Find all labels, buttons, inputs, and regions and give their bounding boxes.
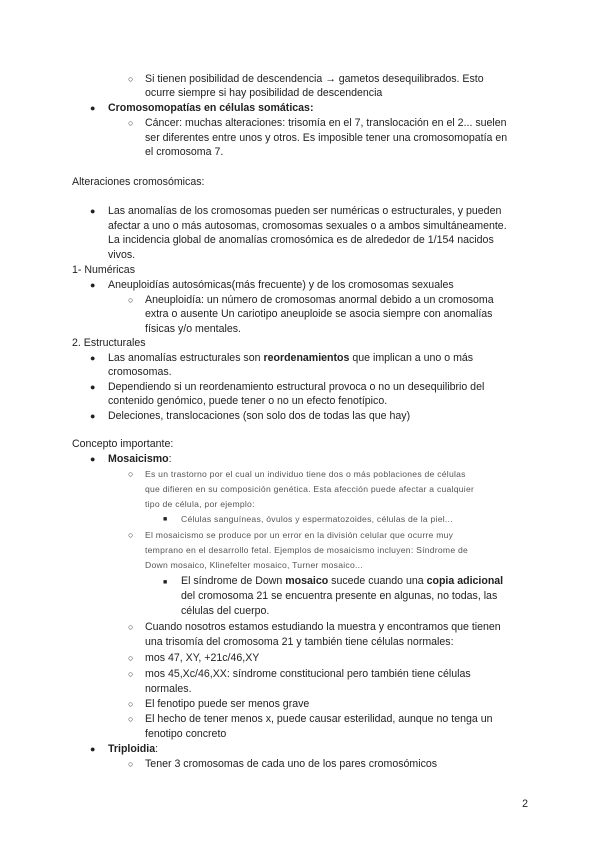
text-line: tipo de célula, por ejemplo: — [145, 499, 255, 509]
circle-bullet: ○ — [128, 699, 134, 709]
text-line: Down mosaico, Klinefelter mosaico, Turner mosaico... — [145, 560, 363, 570]
text-line: ser diferentes entre unos y otros. Es imposible tener una cromosomopatía en — [145, 132, 508, 144]
text-line: el cromosoma 7. — [145, 146, 224, 158]
disc-bullet: ● — [90, 411, 96, 421]
text-line: del cromosoma 21 se encuentra presente en algunas, no todas, las — [181, 590, 498, 602]
heading: 1- Numéricas — [72, 264, 135, 276]
section-title: Cromosomopatías en células somáticas: — [108, 102, 314, 114]
text-line: vivos. — [108, 249, 136, 261]
text-line: fenotipo concreto — [145, 728, 227, 740]
disc-bullet: ● — [90, 382, 96, 392]
square-bullet: ■ — [163, 516, 168, 523]
circle-bullet: ○ — [128, 759, 134, 769]
text-line: Las anomalías de los cromosomas pueden ser numéricas o estructurales, y pueden — [108, 205, 502, 217]
text-line: Cuando nosotros estamos estudiando la muestra y encontramos que tienen — [145, 621, 501, 633]
page-number: 2 — [522, 798, 528, 810]
text-line: Aneuploidía: un número de cromosomas anormal debido a un cromosoma — [145, 294, 494, 306]
text-line: Células sanguíneas, óvulos y espermatozoides, células de la piel... — [181, 514, 453, 524]
circle-bullet: ○ — [128, 653, 134, 663]
disc-bullet: ● — [90, 280, 96, 290]
term-title: Triploidia: — [108, 743, 159, 755]
text-line: mos 47, XY, +21c/46,XY — [145, 652, 260, 664]
text-line: células del cuerpo. — [181, 605, 270, 617]
text-line: ocurre siempre si hay posibilidad de descendencia — [145, 87, 383, 99]
text-line: físicas y/o mentales. — [145, 323, 241, 335]
text-line: Deleciones, translocaciones (son solo dos de todas las que hay) — [108, 410, 411, 422]
text-line: que difieren en su composición genética. Esta afección puede afectar a cualquier — [145, 484, 475, 494]
circle-bullet: ○ — [128, 530, 134, 540]
text-line: Las anomalías estructurales son reordenamientos que implican a uno o más — [108, 352, 474, 364]
text-line: temprano en el desarrollo fetal. Ejemplos de mosaicismo incluyen: Síndrome de — [145, 545, 469, 555]
disc-bullet: ● — [90, 206, 96, 216]
text-line: mos 45,Xc/46,XX: síndrome constitucional pero también tiene células — [145, 668, 471, 680]
text-line: Es un trastorno por el cual un individuo tiene dos o más poblaciones de células — [145, 469, 466, 479]
circle-bullet: ○ — [128, 669, 134, 679]
text-line: Tener 3 cromosomas de cada uno de los pares cromosómicos — [145, 758, 438, 770]
heading: 2. Estructurales — [72, 337, 146, 349]
text-line: El síndrome de Down mosaico sucede cuando una copia adicional — [181, 575, 504, 587]
text-line: El mosaicismo se produce por un error en la división celular que ocurre muy — [145, 530, 454, 540]
circle-bullet: ○ — [128, 74, 134, 84]
heading: Alteraciones cromosómicas: — [72, 176, 205, 188]
square-bullet: ■ — [163, 579, 168, 586]
text-line: normales. — [145, 683, 192, 695]
text-line: Si tienen posibilidad de descendencia → gametos desequilibrados. Esto — [145, 73, 484, 85]
disc-bullet: ● — [90, 454, 96, 464]
text-line: La incidencia global de anomalías cromosómica es de alrededor de 1/154 nacidos — [108, 234, 494, 246]
text-line: Cáncer: muchas alteraciones: trisomía en el 7, translocación en el 2... suelen — [145, 117, 507, 129]
heading: Concepto importante: — [72, 438, 174, 450]
text-line: una trisomía del cromosoma 21 y también tiene células normales: — [145, 636, 454, 648]
text-line: Aneuploidías autosómicas(más frecuente) y de los cromosomas sexuales — [108, 279, 454, 291]
text-line: extra o ausente Un cariotipo aneuploide se asocia siempre con anomalías — [145, 308, 493, 320]
term-title: Mosaicismo: — [108, 453, 172, 465]
text-line: contenido genómico, puede tener o no un efecto fenotípico. — [108, 395, 388, 407]
circle-bullet: ○ — [128, 714, 134, 724]
circle-bullet: ○ — [128, 469, 134, 479]
disc-bullet: ● — [90, 744, 96, 754]
disc-bullet: ● — [90, 103, 96, 113]
text-line: El hecho de tener menos x, puede causar esterilidad, aunque no tenga un — [145, 713, 493, 725]
text-line: El fenotipo puede ser menos grave — [145, 698, 310, 710]
disc-bullet: ● — [90, 353, 96, 363]
text-line: afectar a uno o más autosomas, cromosomas sexuales o a ambos simultáneamente. — [108, 220, 507, 232]
text-line: cromosomas. — [108, 366, 172, 378]
circle-bullet: ○ — [128, 295, 134, 305]
circle-bullet: ○ — [128, 118, 134, 128]
text-line: Dependiendo si un reordenamiento estructural provoca o no un desequilibrio del — [108, 381, 485, 393]
circle-bullet: ○ — [128, 622, 134, 632]
